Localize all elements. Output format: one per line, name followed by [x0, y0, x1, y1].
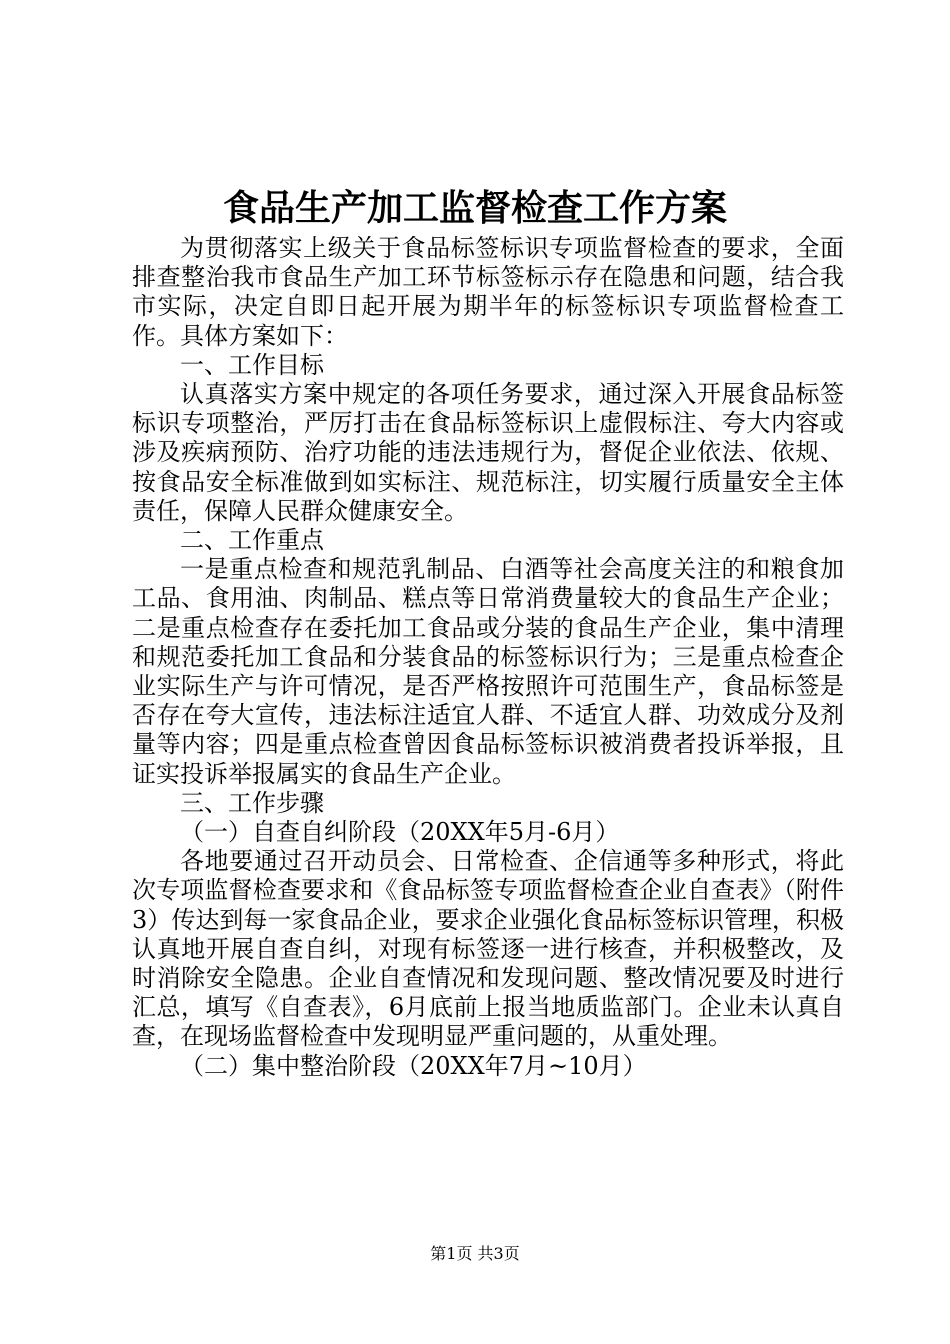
focus-paragraph: 一是重点检查和规范乳制品、白酒等社会高度关注的和粮食加工品、食用油、肉制品、糕点等日常消费量较大的食品生产企业；二是重点检查存在委托加工食品或分装的食品生产企业，集中清理和规范委托加工食品和分装食品的标签标识行为；三是重点检查企业实际生产与许可情况，是否严格按照许可范围生产，食品标签是否存在夸大宣传，违法标注适宜人群、不适宜人群、功效成分及剂量等内容；四是重点检查曾因食品标签标识被消费者投诉举报，且证实投诉举报属实的食品生产企业。: [132, 555, 844, 788]
page-footer: 第1页 共3页: [430, 1244, 520, 1263]
section-heading-focus: 二、工作重点: [180, 526, 324, 555]
section-heading-steps: 三、工作步骤: [180, 788, 324, 817]
subsection-heading-self-check: （一）自查自纠阶段（20XX年5月-6月）: [180, 818, 620, 847]
document-body: [132, 234, 844, 1081]
goal-paragraph: 认真落实方案中规定的各项任务要求，通过深入开展食品标签标识专项整治，严厉打击在食品标签标识上虚假标注、夸大内容或涉及疾病预防、治疗功能的违法违规行为，督促企业依法、依规、按食品安全标准做到如实标注、规范标注，切实履行质量安全主体责任，保障人民群众健康安全。: [132, 380, 844, 525]
section-heading-goal: 一、工作目标: [180, 350, 324, 379]
subsection-heading-rectification: （二）集中整治阶段（20XX年7月~10月）: [180, 1051, 647, 1080]
intro-paragraph: 为贯彻落实上级关于食品标签标识专项监督检查的要求，全面排查整治我市食品生产加工环节标签标示存在隐患和问题，结合我市实际，决定自即日起开展为期半年的标签标识专项监督检查工作。具体方案如下：: [132, 234, 844, 350]
self-check-paragraph: 各地要通过召开动员会、日常检查、企信通等多种形式，将此次专项监督检查要求和《食品标签专项监督检查企业自查表》（附件3）传达到每一家食品企业，要求企业强化食品标签标识管理，积极认真地开展自查自纠，对现有标签逐一进行核查，并积极整改，及时消除安全隐患。企业自查情况和发现问题、整改情况要及时进行汇总，填写《自查表》，6月底前上报当地质监部门。企业未认真自查，在现场监督检查中发现明显严重问题的，从重处理。: [132, 847, 844, 1051]
document-title: 食品生产加工监督检查工作方案: [222, 187, 727, 229]
